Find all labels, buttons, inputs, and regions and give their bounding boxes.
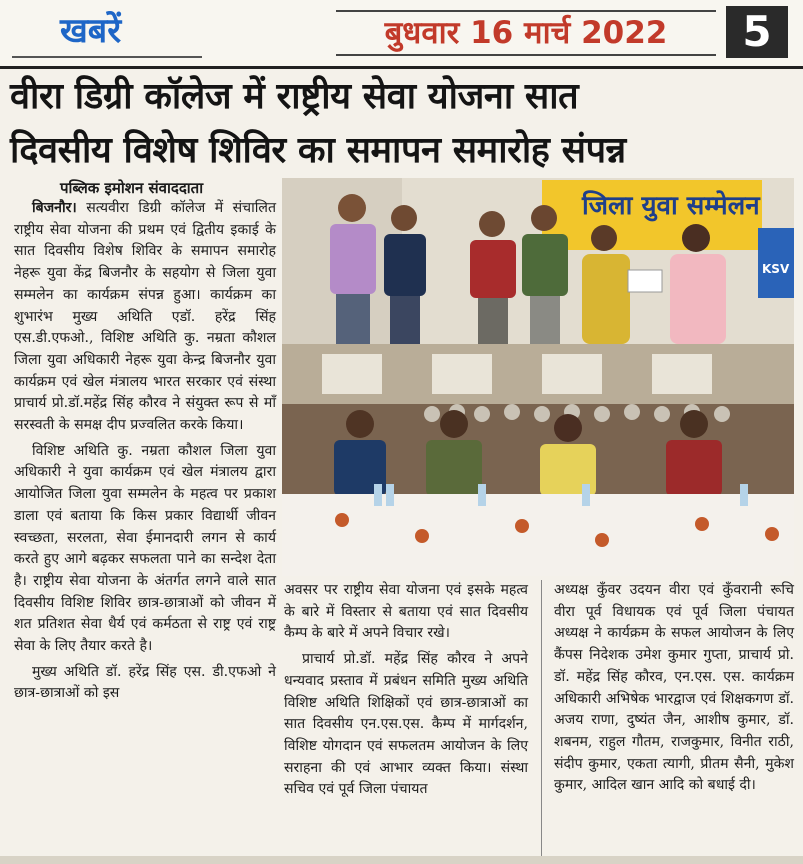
audience-illustration	[282, 344, 794, 576]
byline: पब्लिक इमोशन संवाददाता	[60, 179, 204, 197]
paragraph-1-text: सत्यवीरा डिग्री कॉलेज में संचालित राष्ट्रीय सेवा योजना की प्रथम एवं द्वितीय इकाई के सात दिवसीय विशेष शिविर के समापन समारोह नेहरू युवा केंद्र बिजनौर के सहयोग से जिला युवा सम्मलेन का कार्यक्रम संपन्न हुआ। कार्यक्रम का शुभारंभ मुख्य अथिति एडॉ. हरेंद्र सिंह एस.डी.एफओ., विशिष्ट अथिति कु. नम्रता कौशल जिला युवा अधिकारी नेहरू युवा केन्द्र बिजनौर युवा कार्यक्रम एवं खेल मंत्रालय भारत सरकार एवं संस्था प्राचार्य प्रो.डॉ.महेंद्र सिंह कौरव ने संयुक्त रूप से माँ सरस्वती के समक्ष दीप प्रज्वलित करके किया।	[14, 200, 276, 434]
article-column-3	[554, 580, 794, 858]
page-number: 5	[726, 6, 788, 58]
masthead-divider	[0, 66, 803, 69]
award-ceremony-illustration	[282, 178, 794, 344]
section-name: खबरें	[60, 11, 122, 51]
column-2-paragraph-1: अवसर पर राष्ट्रीय सेवा योजना एवं इसके महत्व के बारे में विस्तार से बताया एवं सात दिवसीय कैम्प के बारे में अपने विचार रखे।	[284, 582, 528, 642]
bottom-strip	[0, 856, 803, 864]
section-underline	[12, 56, 202, 58]
masthead	[0, 0, 803, 66]
column-2-paragraph-2: प्राचार्य प्रो.डॉ. महेंद्र सिंह कौरव ने अपने धन्यवाद प्रस्ताव में प्रबंधन समिति मुख्य अथिति विशिष्ट अथिति शिक्षिकों एवं छात्र-छात्राओं का सात दिवसीय एन.एस.एस. कैम्प में मार्गदर्शन, विशिष्ट योगदान एवं सफलतम आयोजन के लिए सराहना की एवं आभार व्यक्त किया। संस्था सचिव एवं पूर्व जिला पंचायत	[284, 651, 528, 798]
banner-side-text: KSV	[762, 262, 790, 276]
article-column-2	[284, 580, 528, 858]
article-column-1	[14, 198, 276, 858]
article-paragraph-2: विशिष्ट अथिति कु. नम्रता कौशल जिला युवा अधिकारी ने युवा कार्यक्रम एवं खेल मंत्रालय द्वारा आयोजित जिला युवा सम्मलेन के महत्व पर प्रकाश डाला एवं बताया कि किस प्रकार विद्यार्थी जीवन स्वच्छता, सरलता, सेवा ईमानदारी लगन से कार्य करते हुए आगे बढ़कर सफलता पाने का सन्देश देता है। राष्ट्रीय सेवा योजना के अंतर्गत लगने वाले सात दिवसीय विशिष्ट शिविर छात्र-छात्राओं को जीवन में शत प्रतिशत सेवा धैर्य एवं कर्मठता से राष्ट्र एवं राष्ट्र सेवा के लिए तैयार करते है।	[14, 442, 276, 655]
column-3-paragraph-1: अध्यक्ष कुँवर उदयन वीरा एवं कुँवरानी रूचि वीरा पूर्व विधायक एवं पूर्व जिला पंचायत अध्यक्ष ने कार्यक्रम के सफल आयोजन के लिए कैंपस निदेशक उमेश कुमार गुप्ता, प्राचार्य प्रो. डॉ. महेंद्र सिंह कौरव, एन.एस. एस. कार्यक्रम अधिकारी अभिषेक भारद्वाज एवं शिक्षकगण डॉ. अजय राणा, दुष्यंत जैन, आशीष कुमार, डॉ. शबनम, राहुल गौतम, राजकुमार, विनीत राठी, संदीप कुमार, एकता त्यागी, प्रीतम सैनी, मुकेश कुमार, आदिल खान आदि को बधाई दी।	[554, 582, 794, 794]
dateline: बिजनौर।	[32, 200, 77, 216]
certificate	[628, 270, 662, 292]
article-paragraph-3: मुख्य अथिति डॉ. हरेंद्र सिंह एस. डी.एफओ ने छात्र-छात्राओं को इस	[14, 663, 276, 702]
photo-award-ceremony	[282, 178, 794, 344]
headline	[10, 70, 794, 178]
photo-audience	[282, 344, 794, 576]
headline-line-1: वीरा डिग्री कॉलेज में राष्ट्रीय सेवा योजना सात	[10, 76, 579, 117]
banner-text: जिला युवा सम्मेलन	[582, 191, 760, 221]
column-divider	[541, 580, 542, 856]
head-table	[282, 494, 794, 576]
issue-date: बुधवार 16 मार्च 2022	[336, 10, 716, 56]
headline-line-2: दिवसीय विशेष शिविर का समापन समारोह संपन्न	[10, 130, 626, 171]
article-paragraph-1	[14, 198, 276, 437]
